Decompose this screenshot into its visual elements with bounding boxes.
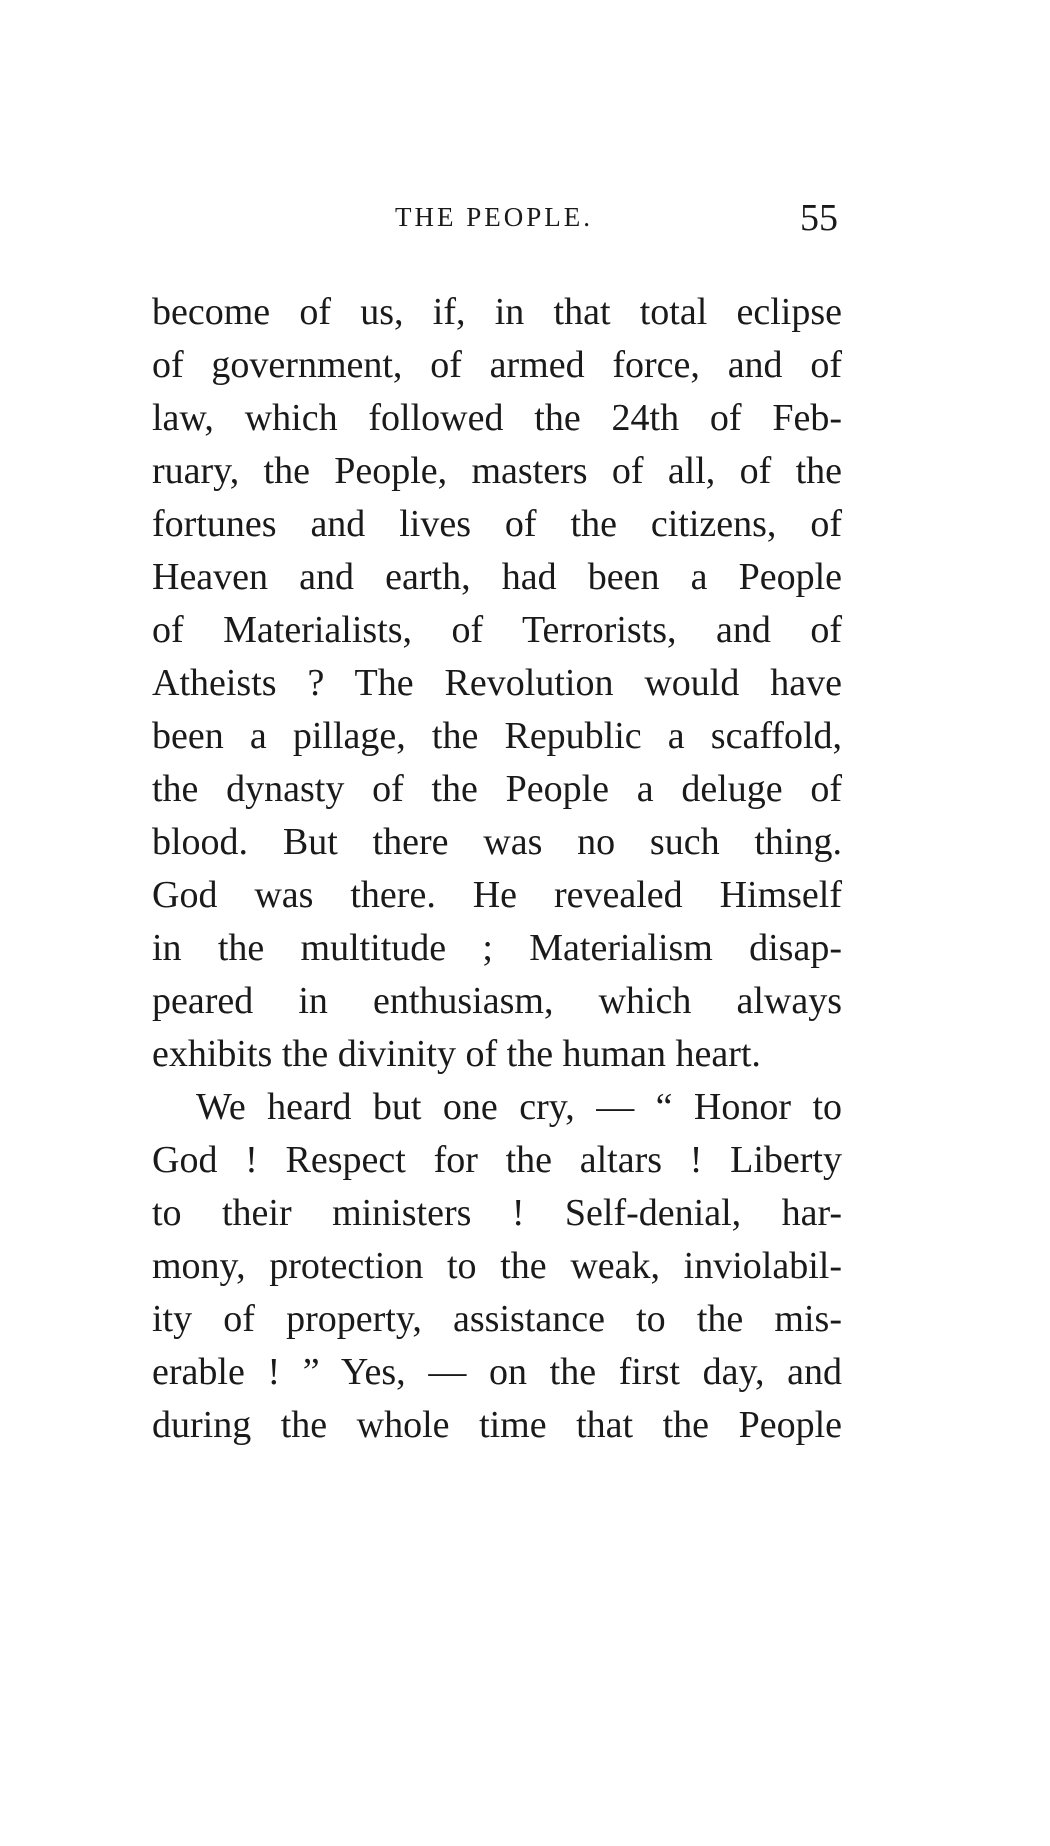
paragraph-2 [152, 1081, 842, 1452]
text-line: erable ! ” Yes, — on the first day, and [152, 1351, 842, 1393]
text-line: become of us, if, in that total eclipse [152, 291, 842, 333]
text-line: the dynasty of the People a deluge of [152, 768, 842, 810]
text-line: God ! Respect for the altars ! Liberty [152, 1139, 842, 1181]
body-text [152, 286, 842, 1452]
text-line: blood. But there was no such thing. [152, 821, 842, 863]
text-line: law, which followed the 24th of Feb- [152, 397, 842, 439]
text-line: to their ministers ! Self-denial, har- [152, 1192, 842, 1234]
paragraph-1 [152, 286, 842, 1081]
text-line: been a pillage, the Republic a scaffold, [152, 715, 842, 757]
text-line: We heard but one cry, — “ Honor to [196, 1086, 842, 1128]
text-line: in the multitude ; Materialism disap- [152, 927, 842, 969]
text-line: ruary, the People, masters of all, of the [152, 450, 842, 492]
text-line: of Materialists, of Terrorists, and of [152, 609, 842, 651]
text-line: during the whole time that the People [152, 1404, 842, 1446]
text-line: mony, protection to the weak, inviolabil- [152, 1245, 842, 1287]
page-number: 55 [800, 197, 838, 239]
text-line: Heaven and earth, had been a People [152, 556, 842, 598]
running-title: THE PEOPLE. [395, 202, 593, 232]
text-line: peared in enthusiasm, which always [152, 980, 842, 1022]
text-line: ity of property, assistance to the mis- [152, 1298, 842, 1340]
text-line: God was there. He revealed Himself [152, 874, 842, 916]
text-line: fortunes and lives of the citizens, of [152, 503, 842, 545]
text-line: exhibits the divinity of the human heart. [152, 1033, 761, 1075]
text-line: Atheists ? The Revolution would have [152, 662, 842, 704]
text-line: of government, of armed force, and of [152, 344, 842, 386]
